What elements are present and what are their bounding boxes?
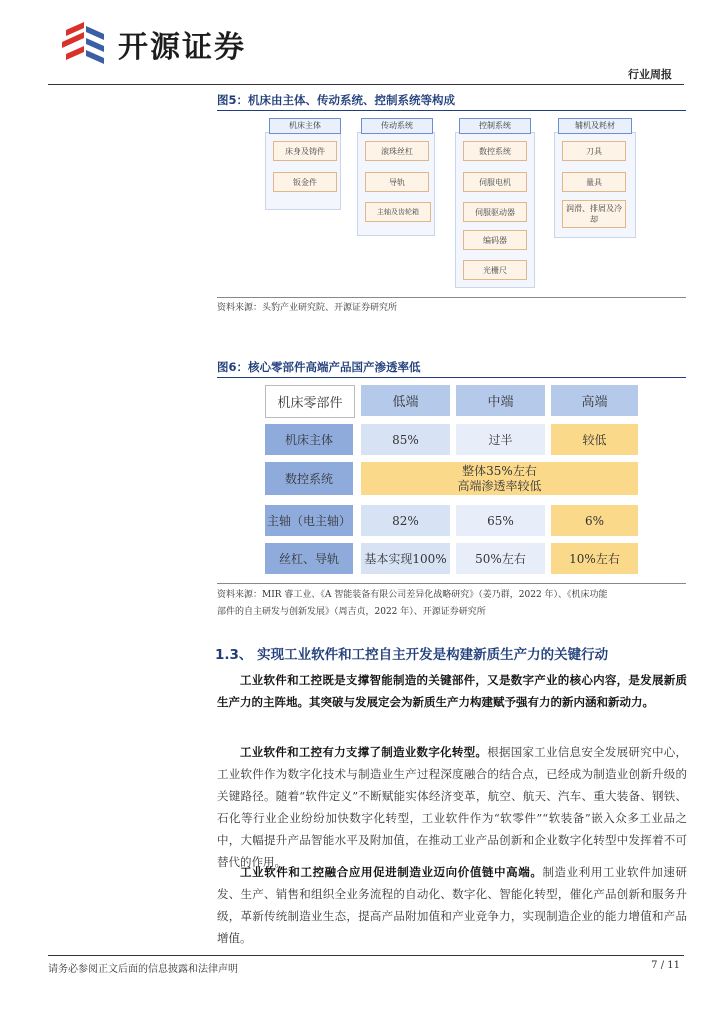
table-cell: 82%	[361, 505, 450, 536]
component-bed-casting: 床身及铸件	[273, 141, 337, 161]
table-cell-merged: 整体35%左右 高端渗透率较低	[361, 462, 638, 495]
table-header-high: 高端	[551, 385, 638, 416]
figure6-title: 图6：核心零部件高端产品国产渗透率低	[217, 360, 421, 374]
brand-logo-icon	[58, 20, 108, 66]
table-cell: 较低	[551, 424, 638, 455]
report-type-tag: 行业周报	[628, 68, 672, 81]
header-divider	[48, 84, 684, 85]
component-measuring-tool: 量具	[562, 172, 626, 192]
figure5-title-rule	[217, 110, 686, 111]
table-cell: 50%左右	[456, 543, 545, 574]
component-encoder: 编码器	[463, 230, 527, 250]
table-header-low: 低端	[361, 385, 450, 416]
footer-divider	[48, 955, 684, 956]
paragraph-intro: 工业软件和工控既是支撑智能制造的关键部件，又是数字产业的核心内容，是发展新质生产力的主阵地。其突破与发展定会为新质生产力构建赋予强有力的新内涵和新动力。	[217, 673, 687, 709]
table-cell: 10%左右	[551, 543, 638, 574]
figure5-source: 资料来源：头豹产业研究院、开源证券研究所	[217, 303, 398, 313]
column-head-control: 控制系统	[459, 118, 531, 134]
paragraph-body: 制造业利用工业软件加速研发、生产、销售和组织全业务流程的自动化、数字化、智能化转型，催化产品创新和服务升级，革新传统制造业生态，提高产品附加值和产业竞争力，实现制造企业的能力增值和产品增值。	[217, 865, 688, 945]
component-lubrication-cooling: 润滑、排屑及冷却	[562, 200, 626, 228]
figure5-diagram	[217, 112, 687, 295]
component-servo-driver: 伺服驱动器	[463, 202, 527, 222]
component-servo-motor: 伺服电机	[463, 172, 527, 192]
figure6-source-rule	[217, 583, 686, 584]
component-cnc-system: 数控系统	[463, 141, 527, 161]
figure5-title: 图5：机床由主体、传动系统、控制系统等构成	[217, 93, 455, 107]
paragraph-digital-transformation	[217, 741, 687, 873]
disclaimer-notice: 请务必参阅正文后面的信息披露和法律声明	[48, 964, 238, 975]
table-row-label: 丝杠、导轨	[265, 543, 353, 574]
component-sheet-metal: 钣金件	[273, 172, 337, 192]
component-cutting-tool: 刀具	[562, 141, 626, 161]
component-grating-ruler: 光栅尺	[463, 260, 527, 280]
table-row-label: 主轴（电主轴）	[265, 505, 353, 536]
figure6-source-line1: 资料来源：MIR 睿工业、《A 智能装备有限公司差异化战略研究》（姜乃群，2022 年）、《机床功能	[217, 590, 608, 600]
figure6-title-rule	[217, 377, 686, 378]
table-cell: 基本实现100%	[361, 543, 450, 574]
page-number: 7 / 11	[651, 960, 680, 971]
column-head-transmission: 传动系统	[361, 118, 433, 134]
paragraph-value-chain	[217, 861, 687, 949]
table-cell: 6%	[551, 505, 638, 536]
section-heading: 1.3、 实现工业软件和工控自主开发是构建新质生产力的关键行动	[215, 647, 609, 663]
column-head-auxiliary: 辅机及耗材	[558, 118, 632, 134]
table-cell: 85%	[361, 424, 450, 455]
paragraph-lead: 工业软件和工控有力支撑了制造业数字化转型。	[240, 745, 488, 759]
table-row-label: 数控系统	[265, 462, 353, 495]
component-guide-rail: 导轨	[365, 172, 429, 192]
brand-name: 开源证券	[118, 30, 246, 65]
component-spindle-gearbox: 主轴及齿轮箱	[365, 202, 431, 222]
component-ball-screw: 滚珠丝杠	[365, 141, 429, 161]
table-header-mid: 中端	[456, 385, 545, 416]
figure6-source-line2: 部件的自主研发与创新发展》（周吉贞，2022 年）、开源证券研究所	[217, 607, 486, 617]
paragraph-lead: 工业软件和工控融合应用促进制造业迈向价值链中高端。	[240, 865, 543, 879]
figure5-source-rule	[217, 297, 686, 298]
paragraph-body: 根据国家工业信息安全发展研究中心，工业软件作为数字化技术与制造业生产过程深度融合的结合点，已经成为制造业创新升级的关键路径。随着“软件定义”不断赋能实体经济变革，航空、航天、汽车、重大装备、钢铁、石化等行业企业纷纷加快数字化转型，工业软件作为“软零件”“软装备”嵌入众多工业品之中，大幅提升产品智能水平及附加值，在推动工业产品创新和企业数字化转型中发挥着不可替代的作用。	[217, 745, 688, 869]
table-cell: 65%	[456, 505, 545, 536]
table-cell: 过半	[456, 424, 545, 455]
table-row-label: 机床主体	[265, 424, 353, 455]
table-corner-label: 机床零部件	[265, 385, 355, 418]
column-head-machine-body: 机床主体	[269, 118, 341, 134]
